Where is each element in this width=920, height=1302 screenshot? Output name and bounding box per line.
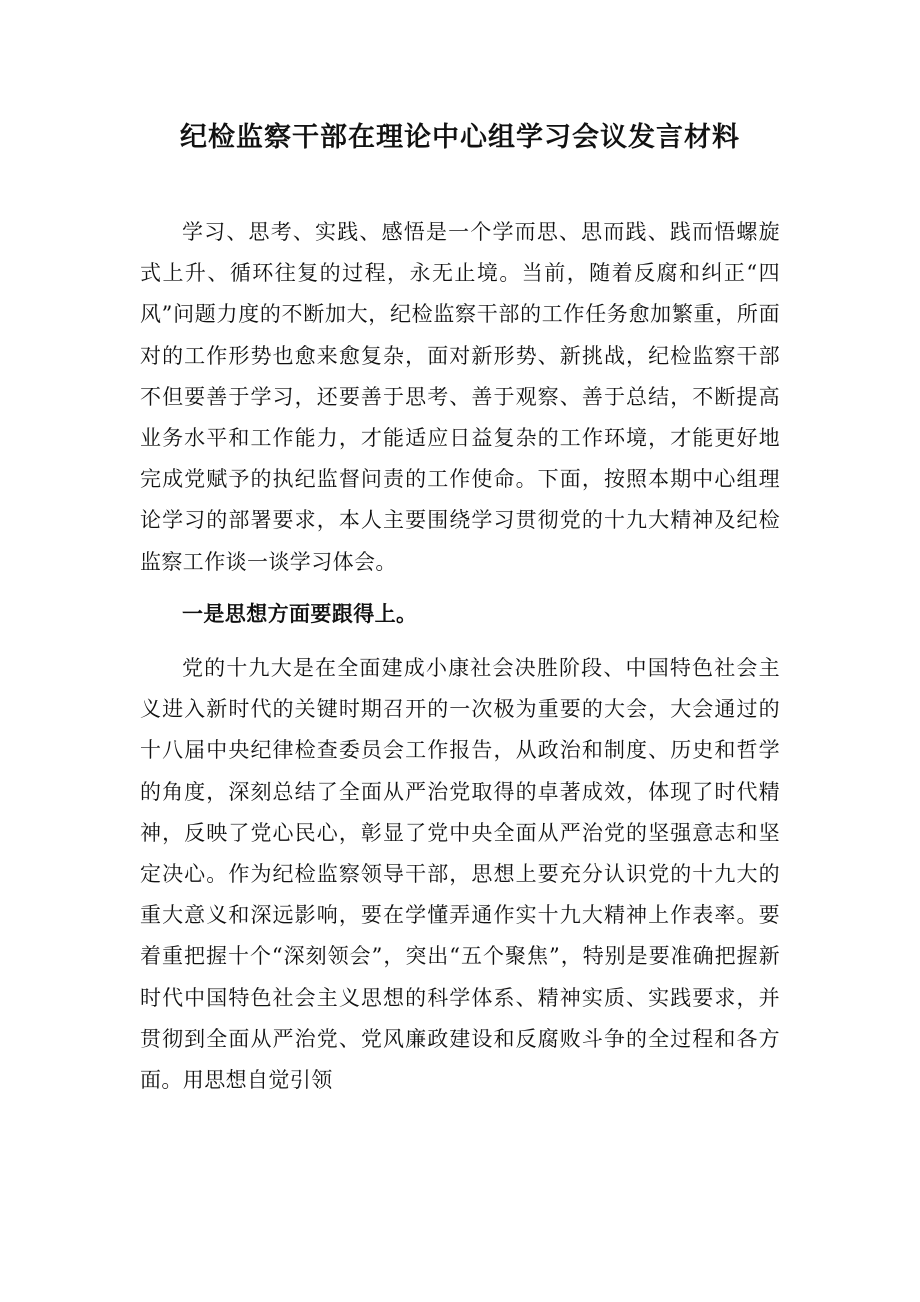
document-body xyxy=(140,212,780,1101)
document-title: 纪检监察干部在理论中心组学习会议发言材料 xyxy=(180,122,740,153)
paragraph-intro: 学习、思考、实践、感悟是一个学而思、思而践、践而悟螺旋式上升、循环往复的过程，永无止境。当前，随着反腐和纠正“四风”问题力度的不断加大，纪检监察干部的工作任务愈加繁重，所面对的工作形势也愈来愈复杂，面对新形势、新挑战，纪检监察干部不但要善于学习，还要善于思考、善于观察、善于总结，不断提高业务水平和工作能力，才能适应日益复杂的工作环境，才能更好地完成党赋予的执纪监督问责的工作使命。下面，按照本期中心组理论学习的部署要求，本人主要围绕学习贯彻党的十九大精神及纪检监察工作谈一谈学习体会。 xyxy=(140,220,780,574)
section-heading-thought: 一是思想方面要跟得上。 xyxy=(182,600,418,626)
paragraph-thought: 党的十九大是在全面建成小康社会决胜阶段、中国特色社会主义进入新时代的关键时期召开的一次极为重要的大会，大会通过的十八届中央纪律检查委员会工作报告，从政治和制度、历史和哲学的角度，深刻总结了全面从严治党取得的卓著成效，体现了时代精神，反映了党心民心，彰显了党中央全面从严治党的坚强意志和坚定决心。作为纪检监察领导干部，思想上要充分认识党的十九大的重大意义和深远影响，要在学懂弄通作实十九大精神上作表率。要着重把握十个“深刻领会”，突出“五个聚焦”，特别是要准确把握新时代中国特色社会主义思想的科学体系、精神实质、实践要求，并贯彻到全面从严治党、党风廉政建设和反腐败斗争的全过程和各方面。用思想自觉引领 xyxy=(140,656,780,1093)
